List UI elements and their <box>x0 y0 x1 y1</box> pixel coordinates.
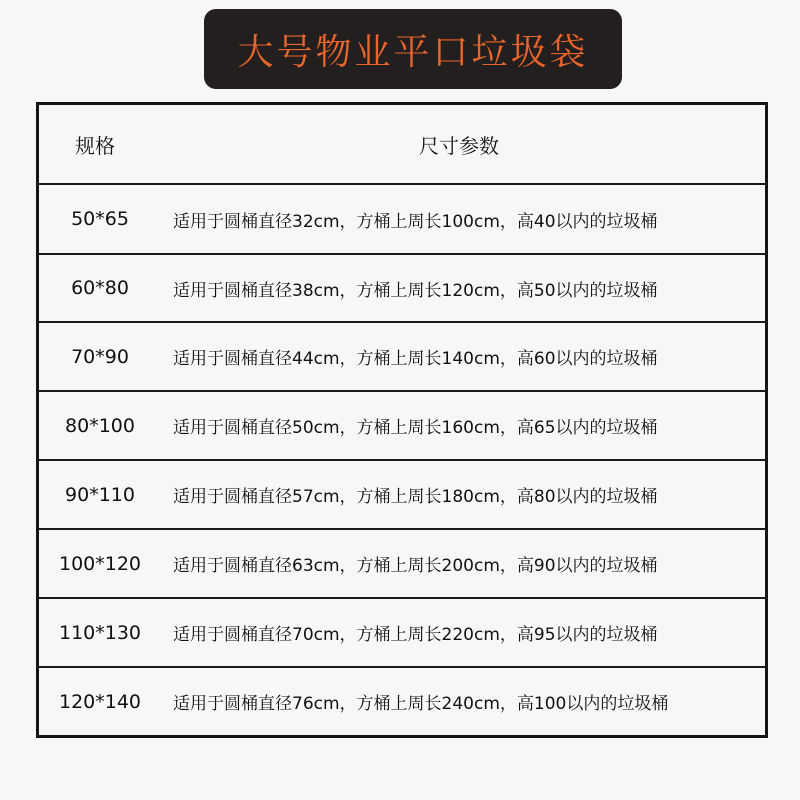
size-description-cell: 适用于圆桶直径32cm，方桶上周长100cm，高40以内的垃圾桶 <box>173 211 658 232</box>
header-size: 尺寸参数 <box>419 133 499 158</box>
table-row <box>39 323 765 392</box>
spec-cell: 120*140 <box>58 690 142 713</box>
size-description-cell: 适用于圆桶直径44cm，方桶上周长140cm，高60以内的垃圾桶 <box>173 349 658 369</box>
size-description-cell: 适用于圆桶直径76cm，方桶上周长240cm，高100以内的垃圾桶 <box>173 694 669 714</box>
table-row <box>39 392 765 461</box>
table-row <box>39 185 765 255</box>
table-header-row <box>39 105 765 185</box>
spec-cell: 50*65 <box>71 208 129 230</box>
table-row <box>39 255 765 323</box>
size-description-cell: 适用于圆桶直径70cm，方桶上周长220cm，高95以内的垃圾桶 <box>173 625 658 645</box>
title-banner <box>204 9 622 89</box>
spec-cell: 60*80 <box>71 277 129 299</box>
size-description-cell: 适用于圆桶直径50cm，方桶上周长160cm，高65以内的垃圾桶 <box>173 418 658 438</box>
table-row <box>39 530 765 599</box>
size-description-cell: 适用于圆桶直径38cm，方桶上周长120cm，高50以内的垃圾桶 <box>173 280 658 301</box>
spec-cell: 90*110 <box>65 483 135 506</box>
spec-cell: 110*130 <box>58 621 142 644</box>
spec-cell: 70*90 <box>71 345 129 368</box>
page-title: 大号物业平口垃圾袋 <box>237 31 589 73</box>
spec-cell: 80*100 <box>65 414 135 437</box>
table-row <box>39 599 765 668</box>
size-description-cell: 适用于圆桶直径57cm，方桶上周长180cm，高80以内的垃圾桶 <box>173 487 658 507</box>
table-row <box>39 668 765 735</box>
spec-table <box>36 102 768 738</box>
header-spec: 规格 <box>75 133 115 158</box>
size-description-cell: 适用于圆桶直径63cm，方桶上周长200cm，高90以内的垃圾桶 <box>173 556 658 576</box>
spec-cell: 100*120 <box>58 552 142 575</box>
table-row <box>39 461 765 530</box>
